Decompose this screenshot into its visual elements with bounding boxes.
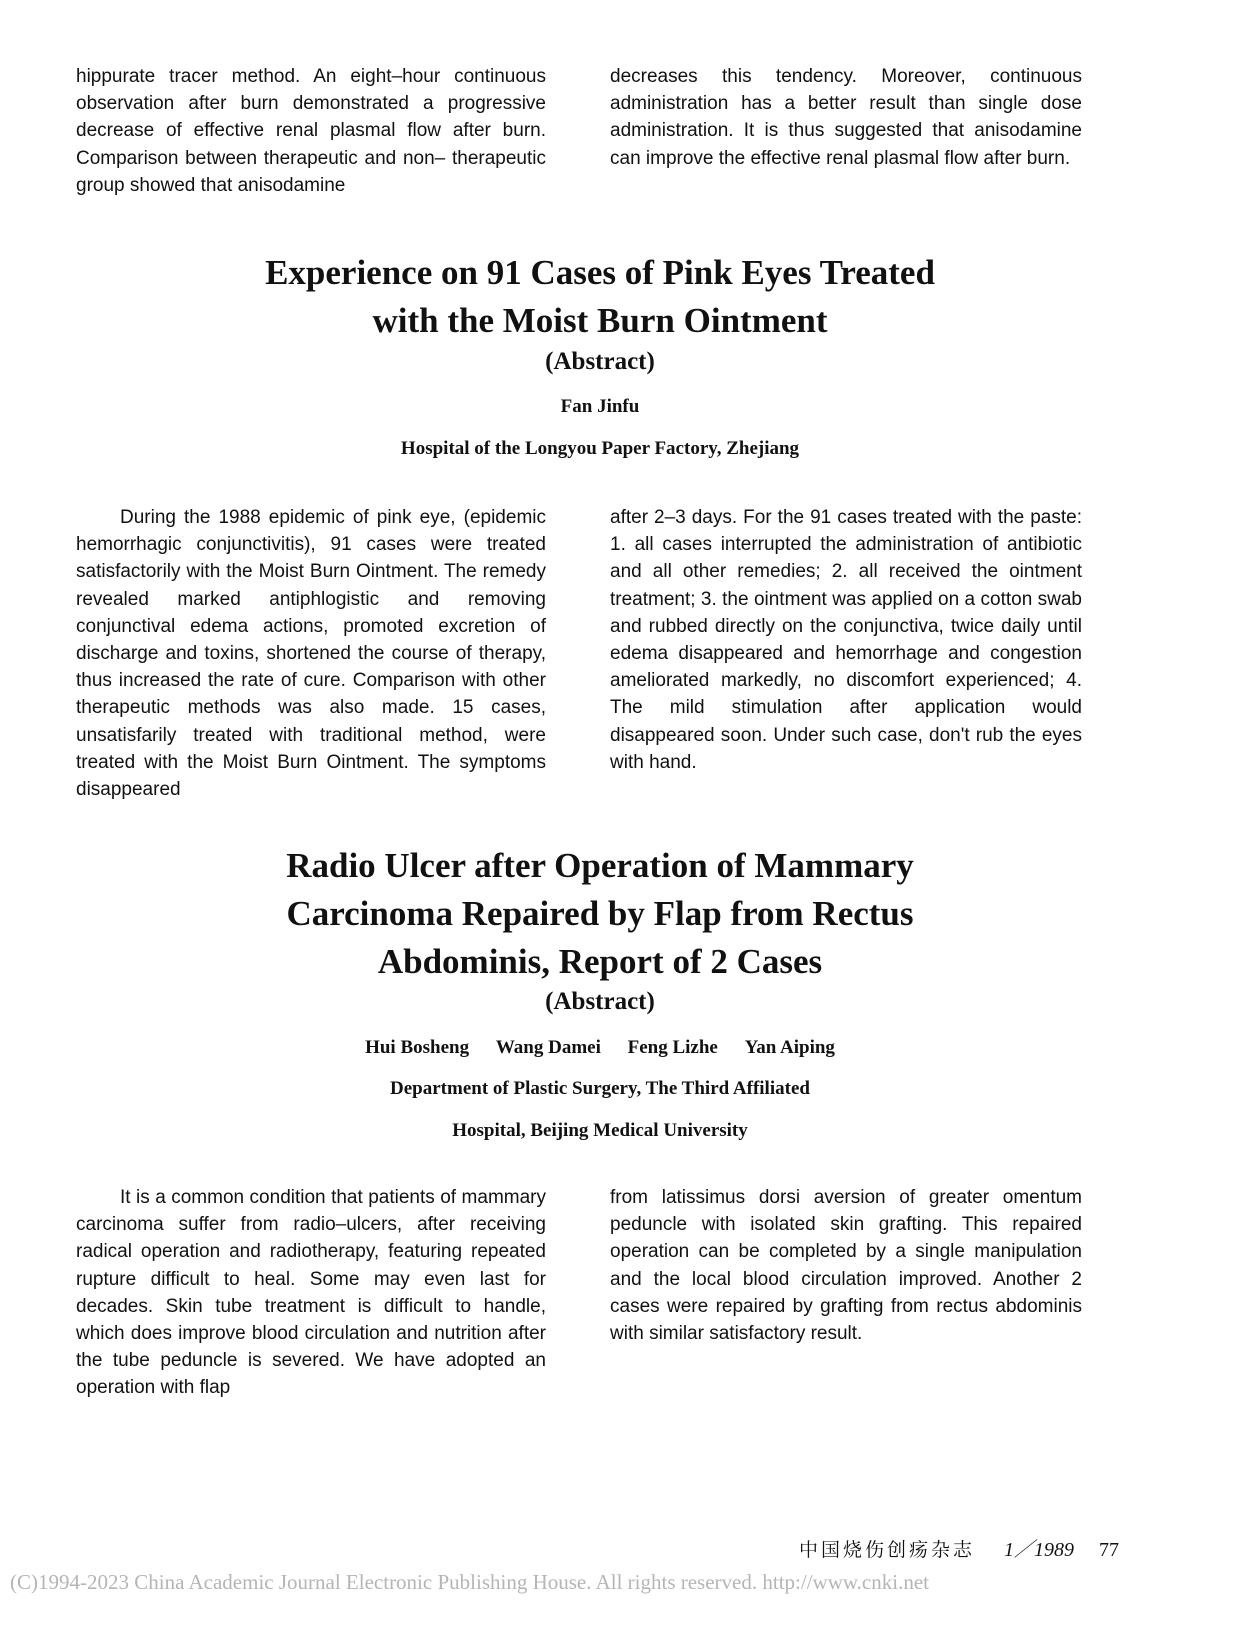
issue-number: 1／1989 <box>1004 1539 1074 1561</box>
paragraph: It is a common condition that patients of mammary carcinoma suffer from radio–ulcers, after receiving radical operation and radiotherapy, featuring repeated rupture difficult to heal. Some may even last for decades. Skin tube treatment is difficult to handle, which does improve blood circulation and nutrition after the tube peduncle is severed. We have adopted an operation with flap <box>76 1187 546 1399</box>
article1-left-column <box>76 504 546 803</box>
author-name: Hui Bosheng <box>365 1037 470 1058</box>
paragraph: hippurate tracer method. An eight–hour continuous observation after burn demonstrated a progressive decrease of effective renal plasmal flow after burn. Comparison between therapeutic and non– therapeutic group showed that anisodamine <box>76 66 546 196</box>
paragraph: from latissimus dorsi aversion of greater omentum peduncle with isolated skin grafting. This repaired operation can be completed by a single manipulation and the local blood circulation improved. Another 2 cases were repaired by grafting from rectus abdominis with similar satisfactory result. <box>610 1187 1082 1345</box>
article2-affiliation-line1: Department of Plastic Surgery, The Third Affiliated <box>390 1078 810 1099</box>
article1-right-column <box>610 504 1082 776</box>
top-left-column <box>76 63 546 199</box>
article1-title-line2: with the Moist Burn Ointment <box>372 301 828 340</box>
article2-left-column <box>76 1184 546 1402</box>
top-right-column <box>610 63 1082 172</box>
article2-title-line1: Radio Ulcer after Operation of Mammary <box>286 846 914 885</box>
article2-title-line3: Abdominis, Report of 2 Cases <box>377 942 823 981</box>
copyright-watermark: (C)1994-2023 China Academic Journal Electronic Publishing House. All rights reserved. http://www.cnki.net <box>10 1570 929 1594</box>
article1-author: Fan Jinfu <box>560 396 640 417</box>
paragraph: after 2–3 days. For the 91 cases treated with the paste: 1. all cases interrupted the administration of antibiotic and all other remedies; 2. all received the ointment treatment; 3. the ointment was applied on a cotton swab and rubbed directly on the conjunctiva, twice daily until edema disappeared and hemorrhage and congestion ameliorated markedly, no discomfort experienced; 4. The mild stimulation after application would disappeared soon. Under such case, don't rub the eyes with hand. <box>610 507 1082 773</box>
paragraph: During the 1988 epidemic of pink eye, (epidemic hemorrhagic conjunctivitis), 91 cases were treated satisfactorily with the Moist Burn Ointment. The remedy revealed marked antiphlogistic and removing conjunctival edema actions, promoted excretion of discharge and toxins, shortened the course of therapy, thus increased the rate of cure. Comparison with other therapeutic methods was also made. 15 cases, unsatisfarily treated with traditional method, were treated with the Moist Burn Ointment. The symptoms disappeared <box>76 507 546 801</box>
paragraph: decreases this tendency. Moreover, continuous administration has a better result than single dose administration. It is thus suggested that anisodamine can improve the effective renal plasmal flow after burn. <box>610 66 1082 169</box>
article2-authors <box>0 1037 1200 1059</box>
page-footer <box>799 1533 1119 1562</box>
author-name: Feng Lizhe <box>627 1037 718 1058</box>
article1-title-line1: Experience on 91 Cases of Pink Eyes Treated <box>265 253 935 292</box>
page-number: 77 <box>1099 1539 1119 1561</box>
journal-name: 中国烧伤创疡杂志 <box>798 1539 975 1561</box>
article1-abstract-label: (Abstract) <box>545 348 655 375</box>
article2-abstract-label: (Abstract) <box>545 988 655 1015</box>
author-name: Yan Aiping <box>744 1037 835 1058</box>
article2-affiliation-line2: Hospital, Beijing Medical University <box>452 1120 748 1141</box>
article2-title-line2: Carcinoma Repaired by Flap from Rectus <box>286 894 914 933</box>
article2-right-column <box>610 1184 1082 1347</box>
article1-affiliation: Hospital of the Longyou Paper Factory, Zhejiang <box>400 438 800 459</box>
author-name: Wang Damei <box>495 1037 601 1058</box>
